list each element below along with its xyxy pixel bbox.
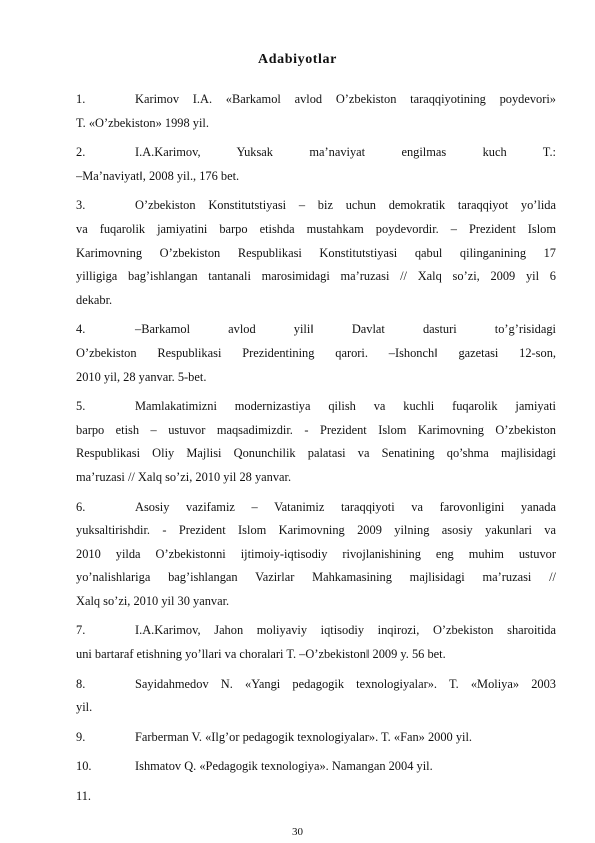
reference-line [76, 590, 556, 614]
reference-text: barpo etish ‒ ustuvor maqsadimizdir. - Prezident Islom Karimovning O’zbekiston [76, 422, 556, 437]
reference-number: 1. [76, 92, 86, 106]
reference-list [76, 88, 556, 815]
reference-text: dekabr. [76, 292, 113, 307]
reference-line [76, 194, 556, 218]
reference-number: 6. [76, 499, 86, 514]
reference-text: O’zbekiston Konstitutstiyasi ‒ biz uchun demokratik taraqqiyot yo’lida [135, 198, 556, 213]
reference-line [76, 318, 556, 342]
reference-line [76, 755, 556, 779]
reference-text: Respublikasi Oliy Majlisi Qonunchilik palatasi va Senatining qo’shma majlisidagi [76, 446, 556, 461]
reference-line [76, 265, 556, 289]
reference-text: yo’nalishlariga bag’ishlangan Vazirlar Mahkamasining majlisidagi ma’ruzasi // [76, 570, 556, 585]
reference-line [76, 519, 556, 543]
reference-item [76, 673, 556, 720]
reference-line [76, 566, 556, 590]
reference-line [76, 88, 556, 112]
reference-item [76, 619, 556, 666]
reference-line [76, 442, 556, 466]
reference-text: yuksaltirishdir. - Prezident Islom Karimovning 2009 yilning asosiy yakunlari va [76, 523, 556, 538]
reference-line [76, 696, 556, 720]
reference-number: 2. [76, 145, 86, 160]
reference-item [76, 194, 556, 312]
reference-number: 3. [76, 198, 86, 213]
reference-line [76, 726, 556, 750]
reference-item [76, 755, 556, 779]
reference-text: ‒Ma’naviyat‖, 2008 yil., 176 bet. [76, 168, 240, 183]
page-number: 30 [292, 826, 303, 838]
reference-line [76, 395, 556, 419]
reference-item [76, 785, 556, 809]
reference-item [76, 141, 556, 188]
reference-line [76, 366, 556, 390]
reference-text: T. «O’zbekiston» 1998 yil. [76, 115, 209, 130]
reference-text: uni bartaraf etishning yo’llari va choralari T. ‒O’zbekiston‖ 2009 y. 56 bet. [76, 647, 446, 662]
reference-text: ma’ruzasi // Xalq so’zi, 2010 yil 28 yanvar. [76, 469, 292, 484]
reference-text: O’zbekiston Respublikasi Prezidentining qarori. ‒Ishonch‖ gazetasi 12-son, [76, 345, 556, 360]
reference-line [76, 673, 556, 697]
reference-line [76, 466, 556, 490]
reference-text: Mamlakatimizni modernizastiya qilish va kuchli fuqarolik jamiyati [135, 399, 556, 414]
reference-line [76, 165, 556, 189]
reference-item [76, 726, 556, 750]
reference-item [76, 88, 556, 135]
reference-text: Karimovning O’zbekiston Respublikasi Konstitutstiyasi qabul qilinganining 17 [76, 245, 556, 260]
reference-line [76, 342, 556, 366]
page-title: Adabiyotlar [258, 52, 337, 67]
reference-text: ‒Barkamol avlod yili‖ Davlat dasturi to’g’risidagi [135, 322, 556, 337]
reference-text: va fuqarolik jamiyatini barpo etishda mustahkam poydevordir. ‒ Prezident Islom [76, 221, 556, 236]
reference-line [76, 496, 556, 520]
reference-text: I.A.Karimov, Yuksak ma’naviyat engilmas kuch T.: [135, 145, 556, 160]
reference-text: yilligiga bag’ishlangan tantanali marosimidagi ma’ruzasi // Xalq so’zi, 2009 yil 6 [76, 269, 556, 284]
reference-line [76, 619, 556, 643]
reference-text: 2010 yilda O’zbekistonni ijtimoiy-iqtisodiy rivojlanishining eng muhim ustuvor [76, 546, 556, 561]
reference-number: 7. [76, 623, 86, 638]
reference-line [76, 643, 556, 667]
reference-line [76, 218, 556, 242]
reference-text: yil. [76, 700, 93, 715]
reference-text: Asosiy vazifamiz ‒ Vatanimiz taraqqiyoti va farovonligini yanada [135, 499, 556, 514]
reference-number: 5. [76, 399, 86, 414]
reference-number: 8. [76, 676, 86, 691]
reference-text: Karimov I.A. «Barkamol avlod O’zbekiston taraqqiyotining poydevori» [135, 92, 556, 106]
reference-item [76, 318, 556, 389]
reference-text: Farberman V. «Ilg’or pedagogik texnologiyalar». T. «Fan» 2000 yil. [135, 729, 473, 744]
reference-text: Ishmatov Q. «Pedagogik texnologiya». Namangan 2004 yil. [135, 759, 433, 774]
reference-line [76, 543, 556, 567]
reference-line [76, 141, 556, 165]
reference-text: 2010 yil, 28 yanvar. 5-bet. [76, 369, 207, 384]
reference-text: I.A.Karimov, Jahon moliyaviy iqtisodiy inqirozi, O’zbekiston sharoitida [135, 623, 556, 638]
reference-number: 4. [76, 322, 86, 337]
reference-number: 11. [76, 789, 92, 804]
reference-text: Xalq so’zi, 2010 yil 30 yanvar. [76, 593, 230, 608]
reference-number: 10. [76, 759, 92, 774]
reference-line [76, 112, 556, 136]
reference-text: Sayidahmedov N. «Yangi pedagogik texnologiyalar». T. «Moliya» 2003 [135, 676, 556, 691]
reference-item [76, 496, 556, 614]
reference-number: 9. [76, 729, 86, 744]
reference-line [76, 242, 556, 266]
reference-line [76, 785, 556, 809]
reference-line [76, 419, 556, 443]
reference-line [76, 289, 556, 313]
reference-item [76, 395, 556, 489]
